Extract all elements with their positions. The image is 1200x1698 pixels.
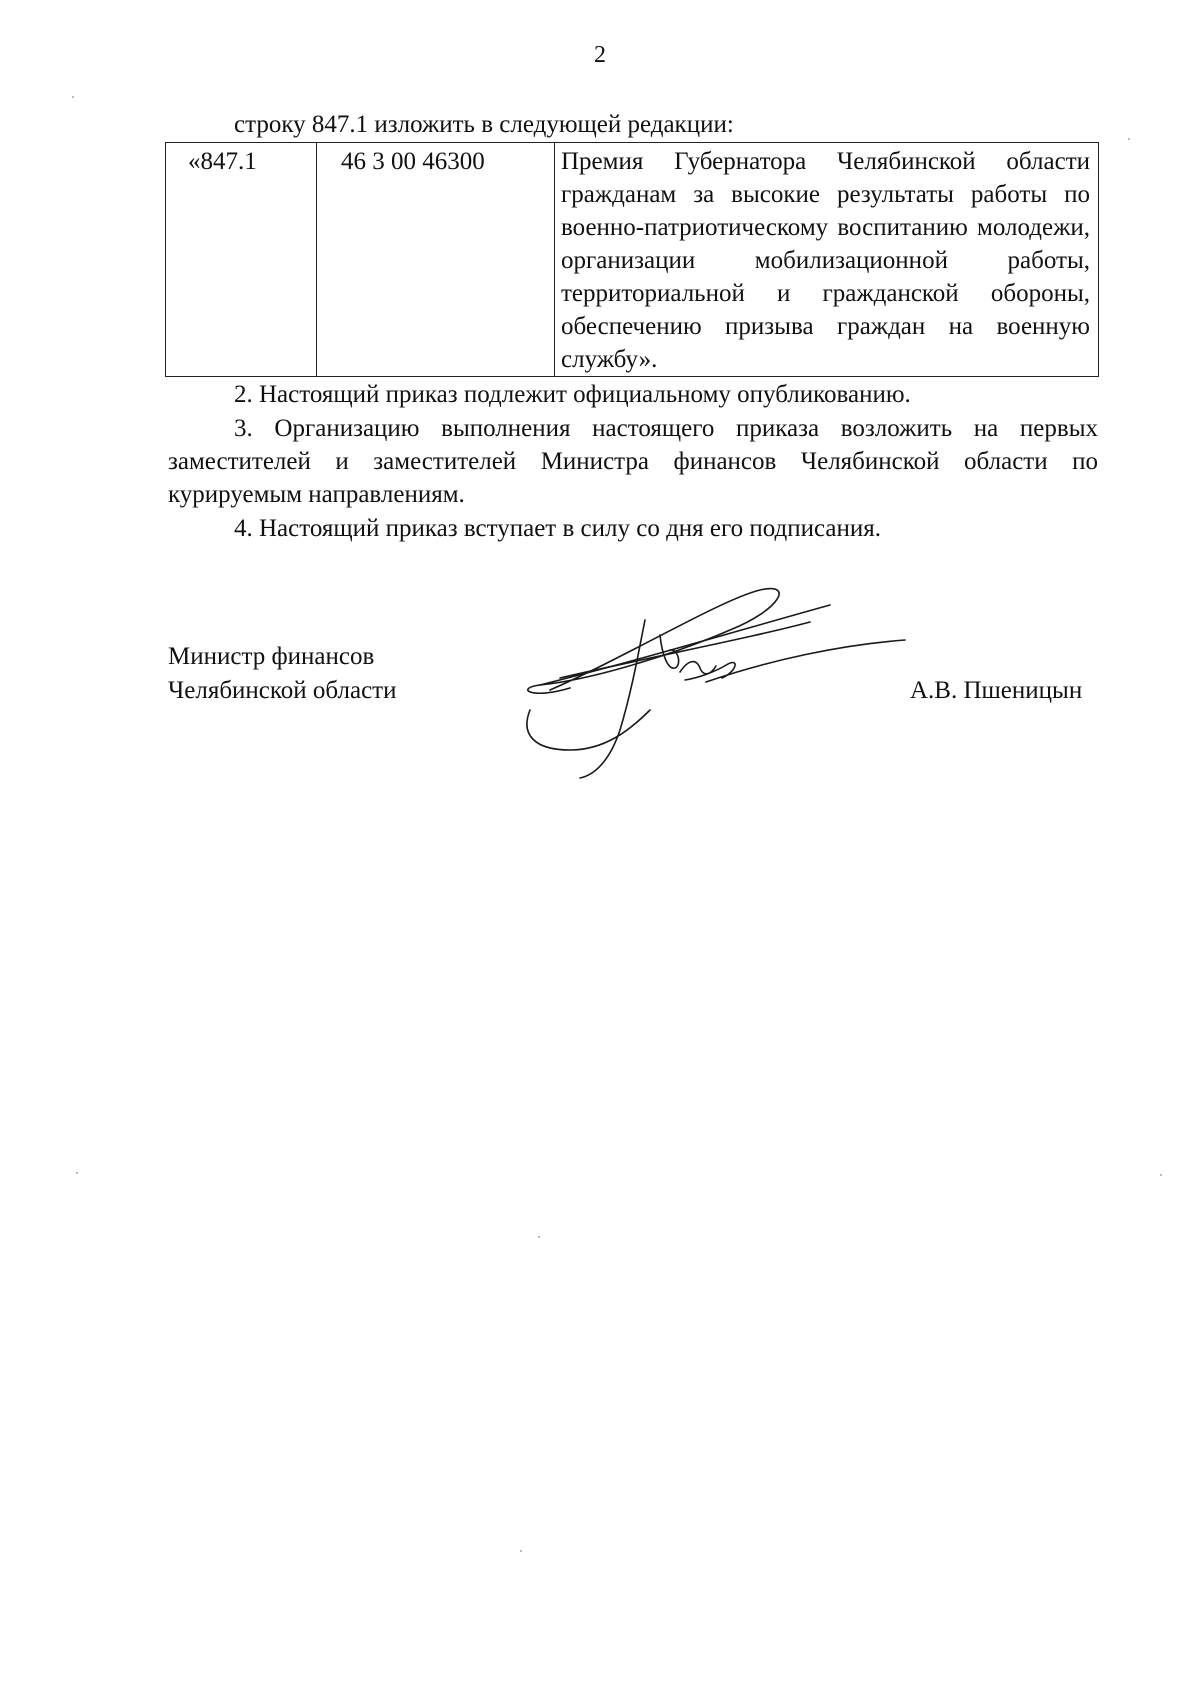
row-code-cell: 46 3 00 46300	[317, 143, 555, 377]
handwritten-signature	[510, 560, 930, 790]
paragraph-publication: 2. Настоящий приказ подлежит официальному опубликованию.	[234, 381, 911, 408]
signer-title-line2: Челябинской области	[168, 677, 397, 704]
scan-speck	[76, 1172, 78, 1174]
signer-name: А.В. Пшеницын	[910, 677, 1083, 704]
table-row	[166, 143, 1099, 377]
paragraph-execution: 3. Организацию выполнения настоящего приказа возложить на первых заместителей и заместителей Министра финансов Челябинской области по курируемым направлениям.	[168, 415, 1098, 508]
row-description-cell: Премия Губернатора Челябинской области гражданам за высокие результаты работы по военно-патриотическому воспитанию молодежи, организации мобилизационной работы, территориальной и гражданской обороны, обеспечению призыва граждан на военную службу».	[555, 143, 1099, 377]
scan-speck	[538, 1236, 540, 1238]
scan-speck	[1128, 138, 1130, 140]
scan-speck	[1160, 1174, 1162, 1176]
amendment-table	[165, 142, 1099, 377]
scan-speck	[520, 1550, 522, 1552]
signer-title	[168, 640, 396, 708]
paragraph-effective-date: 4. Настоящий приказ вступает в силу со дня его подписания.	[234, 515, 882, 542]
page-number: 2	[594, 42, 606, 68]
intro-line: строку 847.1 изложить в следующей редакции:	[234, 111, 734, 138]
scan-speck	[72, 96, 74, 98]
row-number-cell: «847.1	[166, 143, 317, 377]
signer-title-line1: Министр финансов	[168, 643, 375, 670]
